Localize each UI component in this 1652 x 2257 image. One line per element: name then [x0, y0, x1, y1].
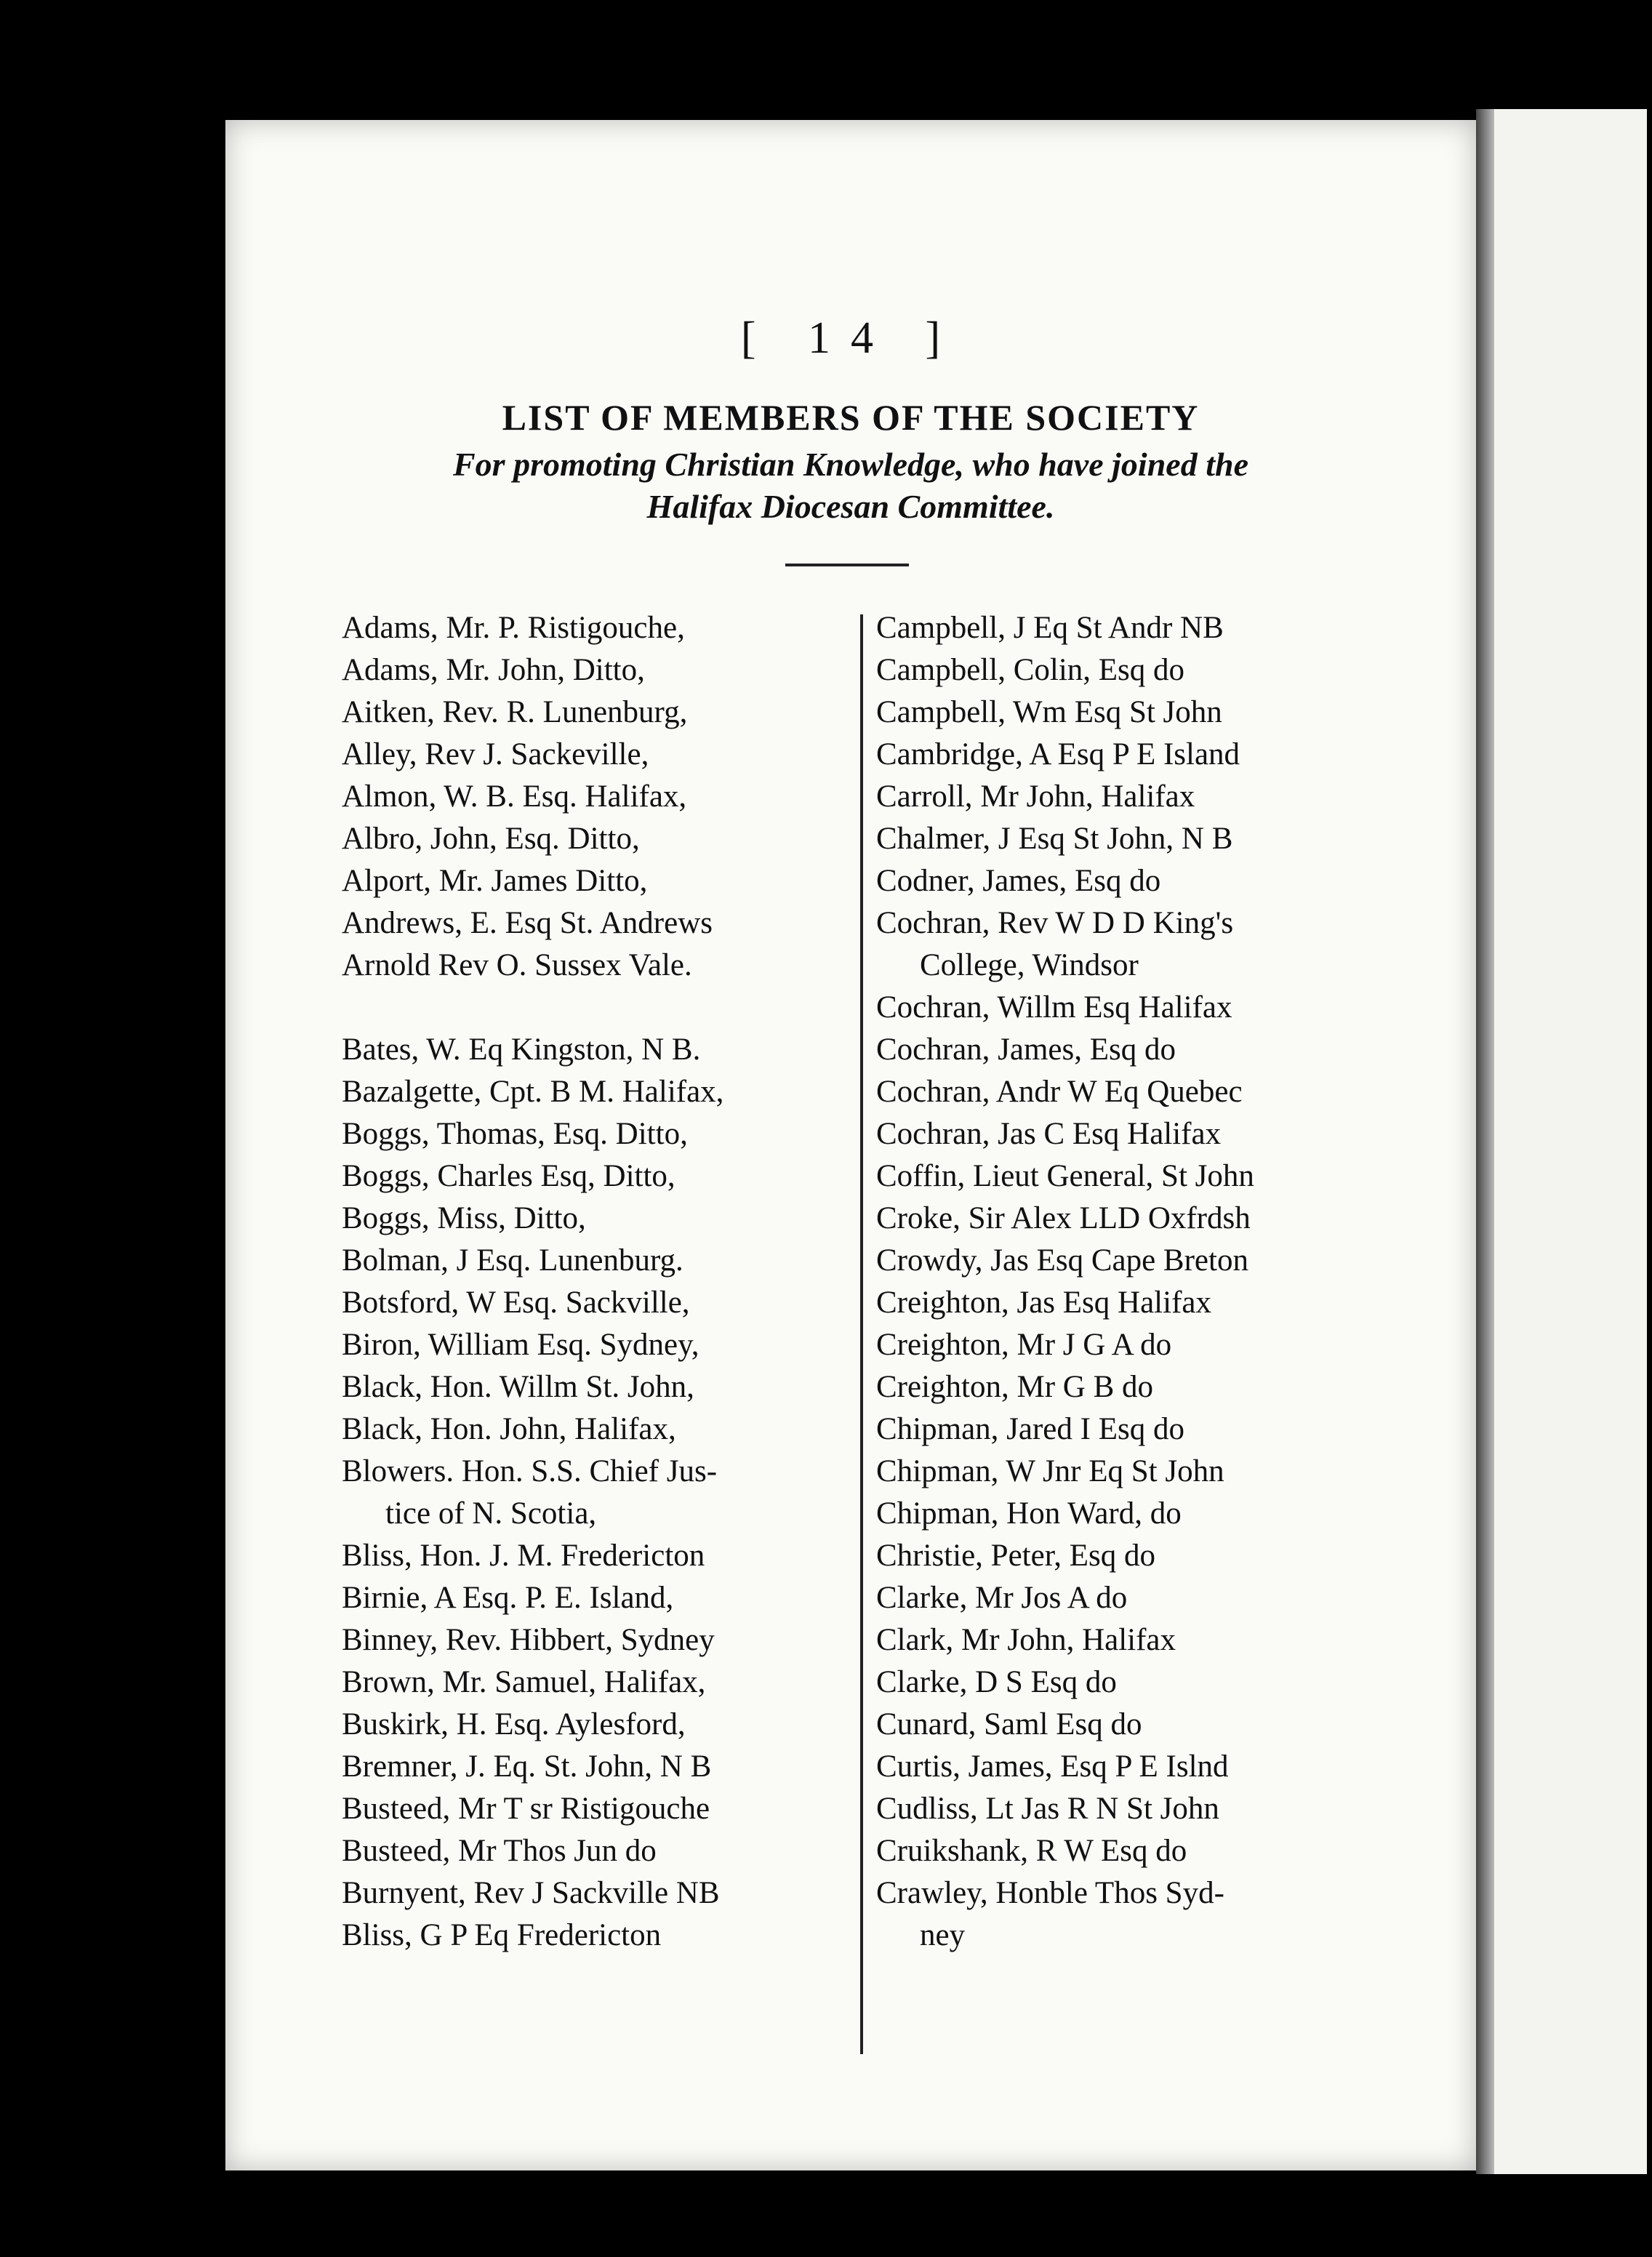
right-column [876, 607, 1603, 1957]
member-entry: College, Windsor [920, 948, 1139, 982]
member-entry: Bremner, J. Eq. St. John, N B [342, 1749, 712, 1784]
member-entry: Boggs, Thomas, Esq. Ditto, [342, 1117, 688, 1151]
member-entry: Almon, W. B. Esq. Halifax, [342, 779, 687, 814]
member-entry: Boggs, Charles Esq, Ditto, [342, 1159, 675, 1193]
member-entry: Bates, W. Eq Kingston, N B. [342, 1033, 701, 1067]
member-entry: Bliss, G P Eq Fredericton [342, 1918, 662, 1952]
member-entry: Andrews, E. Esq St. Andrews [342, 906, 713, 940]
subtitle-line-1: For promoting Christian Knowledge, who have joined the [453, 446, 1248, 483]
member-entry: Creighton, Mr G B do [876, 1370, 1154, 1404]
member-entry: Biron, William Esq. Sydney, [342, 1328, 699, 1362]
member-entry: Campbell, Wm Esq St John [876, 695, 1222, 729]
member-entry: Buskirk, H. Esq. Aylesford, [342, 1707, 686, 1741]
member-entry: ney [920, 1918, 966, 1952]
subtitle-line-2: Halifax Diocesan Committee. [646, 488, 1055, 525]
member-entry: Black, Hon. Willm St. John, [342, 1370, 694, 1404]
member-entry: Cudliss, Lt Jas R N St John [876, 1792, 1219, 1826]
member-entry: Carroll, Mr John, Halifax [876, 779, 1195, 814]
member-entry: Albro, John, Esq. Ditto, [342, 822, 640, 856]
member-entry: Coffin, Lieut General, St John [876, 1159, 1254, 1193]
member-entry: Chipman, W Jnr Eq St John [876, 1454, 1224, 1488]
member-entry: Christie, Peter, Esq do [876, 1539, 1156, 1573]
member-entry: Busteed, Mr T sr Ristigouche [342, 1792, 710, 1826]
page-number: [ 14 ] [740, 313, 961, 363]
member-entry: Cochran, Rev W D D King's [876, 906, 1234, 940]
member-entry: Campbell, Colin, Esq do [876, 653, 1185, 687]
document-page [225, 120, 1476, 2170]
member-entry: Clark, Mr John, Halifax [876, 1623, 1176, 1657]
member-entry: Adams, Mr. John, Ditto, [342, 653, 645, 687]
member-entry: Adams, Mr. P. Ristigouche, [342, 611, 685, 645]
member-entry: Aitken, Rev. R. Lunenburg, [342, 695, 688, 729]
member-entry: Cunard, Saml Esq do [876, 1707, 1142, 1741]
page-subtitle [225, 444, 1476, 528]
member-entry: Crawley, Honble Thos Syd- [876, 1876, 1224, 1910]
member-entry: Chipman, Jared I Esq do [876, 1412, 1184, 1446]
member-entry: Alley, Rev J. Sackeville, [342, 737, 649, 771]
member-entry: Birnie, A Esq. P. E. Island, [342, 1581, 674, 1615]
member-entry: Chalmer, J Esq St John, N B [876, 822, 1233, 856]
member-entry: Boggs, Miss, Ditto, [342, 1201, 586, 1235]
member-entry: Chipman, Hon Ward, do [876, 1496, 1182, 1531]
member-entry: Cambridge, A Esq P E Island [876, 737, 1240, 771]
member-entry: Botsford, W Esq. Sackville, [342, 1286, 690, 1320]
member-entry: Creighton, Jas Esq Halifax [876, 1286, 1211, 1320]
member-entry: Crowdy, Jas Esq Cape Breton [876, 1243, 1248, 1278]
page-title: LIST OF MEMBERS OF THE SOCIETY [502, 397, 1200, 438]
member-entry: Bolman, J Esq. Lunenburg. [342, 1243, 683, 1278]
member-entry: Clarke, D S Esq do [876, 1665, 1117, 1699]
member-entry: Arnold Rev O. Sussex Vale. [342, 948, 692, 982]
member-entry: Croke, Sir Alex LLD Oxfrdsh [876, 1201, 1251, 1235]
member-entry: Binney, Rev. Hibbert, Sydney [342, 1623, 715, 1657]
member-entry: Burnyent, Rev J Sackville NB [342, 1876, 720, 1910]
member-entry: Black, Hon. John, Halifax, [342, 1412, 676, 1446]
member-entry: Bliss, Hon. J. M. Fredericton [342, 1539, 705, 1573]
member-entry: Alport, Mr. James Ditto, [342, 864, 648, 898]
title-rule [785, 564, 909, 566]
member-entry: Cochran, Jas C Esq Halifax [876, 1117, 1222, 1151]
member-entry: Curtis, James, Esq P E Islnd [876, 1749, 1229, 1784]
member-entry: tice of N. Scotia, [385, 1496, 597, 1531]
member-entry: Campbell, J Eq St Andr NB [876, 611, 1224, 645]
member-entry: Creighton, Mr J G A do [876, 1328, 1172, 1362]
member-entry: Clarke, Mr Jos A do [876, 1581, 1128, 1615]
member-entry: Brown, Mr. Samuel, Halifax, [342, 1665, 706, 1699]
member-entry: Cochran, Willm Esq Halifax [876, 990, 1232, 1025]
member-entry: Bazalgette, Cpt. B M. Halifax, [342, 1075, 724, 1109]
member-entry: Blowers. Hon. S.S. Chief Jus- [342, 1454, 718, 1488]
member-entry: Cruikshank, R W Esq do [876, 1834, 1187, 1868]
member-entry: Cochran, Andr W Eq Quebec [876, 1075, 1243, 1109]
member-entry: Codner, James, Esq do [876, 864, 1161, 898]
member-entry: Busteed, Mr Thos Jun do [342, 1834, 657, 1868]
column-divider [860, 614, 863, 2054]
member-entry: Cochran, James, Esq do [876, 1033, 1176, 1067]
